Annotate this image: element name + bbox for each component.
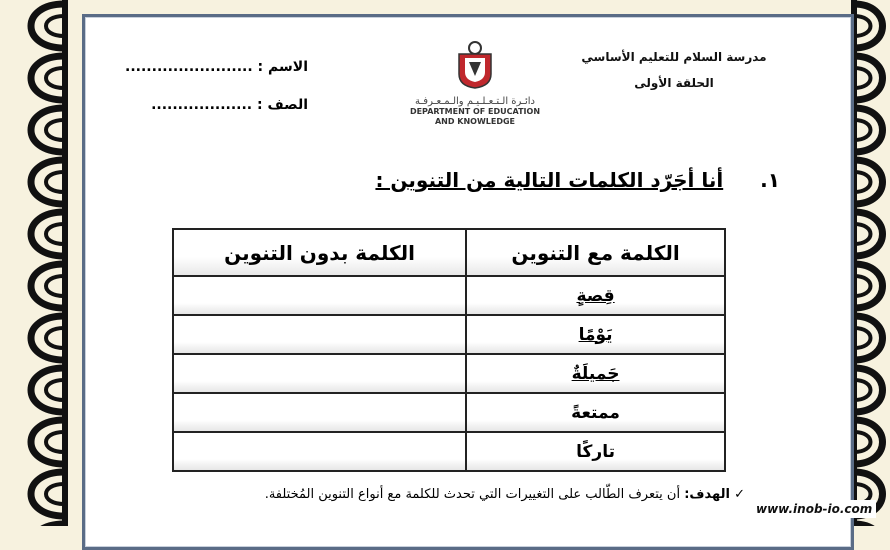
words-table (172, 228, 726, 472)
word-with-tanween: ممتعةً (466, 393, 725, 432)
goal-label: الهدف: (684, 487, 730, 502)
watermark: www.inob-io.com (752, 500, 876, 518)
answer-cell[interactable] (173, 432, 466, 471)
table-row (173, 315, 725, 354)
cycle-label: الحلقة الأولى (634, 76, 714, 90)
header-without-tanween: الكلمة بدون التنوين (173, 229, 466, 276)
table-header-row (173, 229, 725, 276)
table-row (173, 276, 725, 315)
answer-cell[interactable] (173, 276, 466, 315)
question-title (375, 168, 780, 192)
table-row (173, 354, 725, 393)
student-fields (118, 48, 308, 124)
school-header (554, 44, 794, 96)
answer-cell[interactable] (173, 354, 466, 393)
check-icon: ✓ (734, 487, 745, 502)
table-row (173, 432, 725, 471)
logo-english-line1: DEPARTMENT OF EDUCATION (409, 107, 541, 116)
answer-cell[interactable] (173, 315, 466, 354)
word-with-tanween: تاركًا (466, 432, 725, 471)
question-text: أنا أجَرّد الكلمات التالية من التنوين : (375, 168, 724, 192)
word-with-tanween: جَميلَةٌ (466, 354, 725, 393)
header-with-tanween: الكلمة مع التنوين (466, 229, 725, 276)
class-field[interactable]: الصف : ................... (151, 97, 308, 113)
goal-text: أن يتعرف الطّالب على التغييرات التي تحدث للكلمة مع أنواع التنوين المُختلفة. (264, 487, 685, 502)
logo-english-line2: AND KNOWLEDGE (434, 117, 516, 126)
logo-arabic-text: دائـرة الـتـعـلـيـم والـمـعـرفـة (415, 96, 535, 107)
question-number: ١. (760, 168, 780, 192)
table-row (173, 393, 725, 432)
decorative-border-right (848, 0, 890, 526)
department-logo (395, 40, 555, 127)
word-with-tanween: يَوْمًا (466, 315, 725, 354)
answer-cell[interactable] (173, 393, 466, 432)
decorative-border-left (0, 0, 75, 526)
name-field[interactable]: الاسم : ........................ (125, 59, 308, 75)
word-with-tanween: قِصةٍ (466, 276, 725, 315)
emblem-icon (455, 40, 495, 90)
school-name: مدرسة السلام للتعليم الأساسي (581, 50, 767, 64)
lesson-goal (100, 486, 745, 504)
